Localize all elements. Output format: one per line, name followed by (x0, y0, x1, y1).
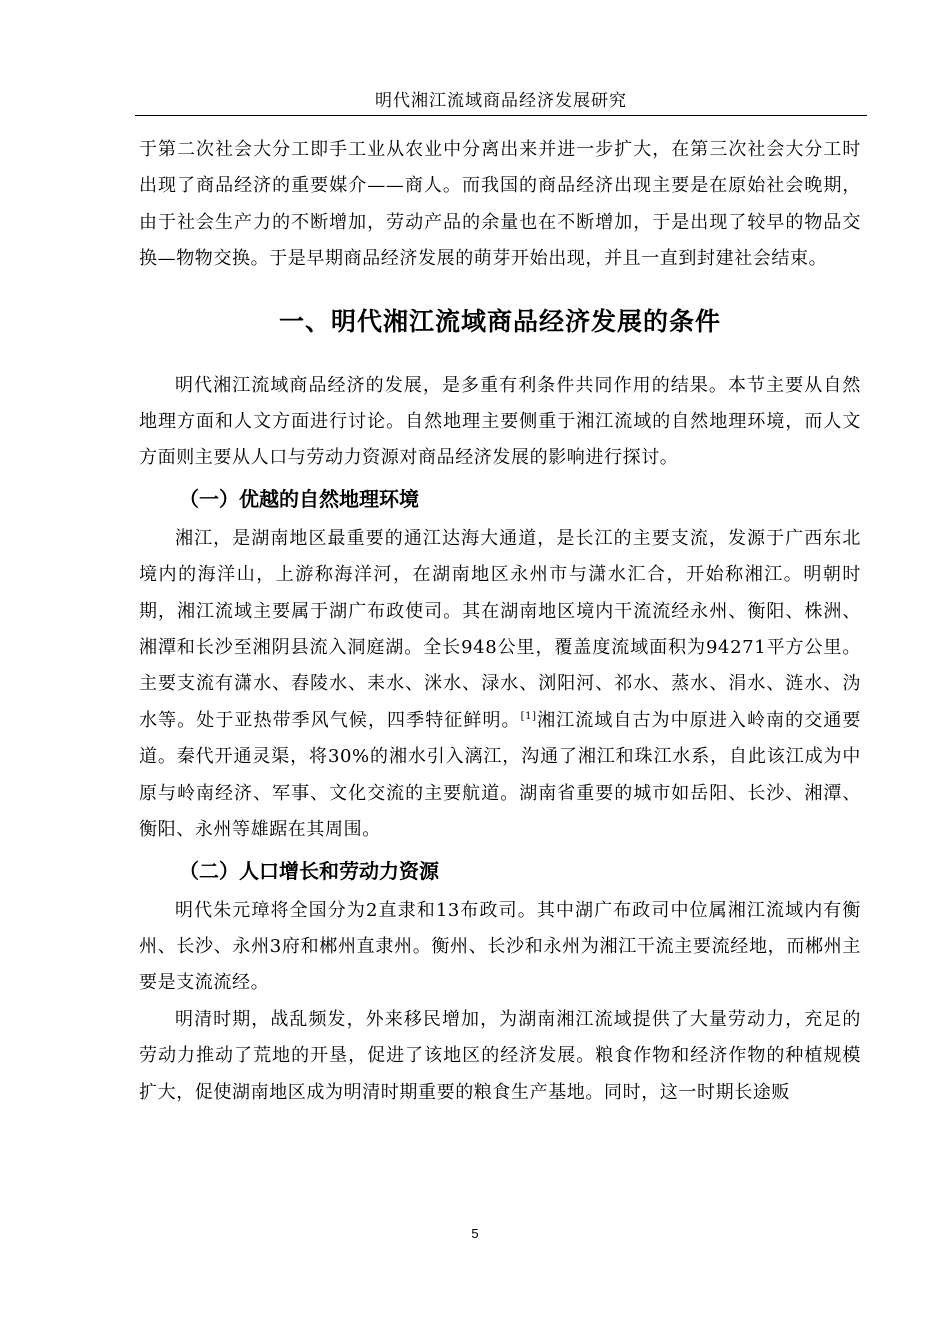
intro-paragraph: 于第二次社会大分工即手工业从农业中分离出来并进一步扩大，在第三次社会大分工时出现了商品经济的重要媒介——商人。而我国的商品经济出现主要是在原始社会晚期，由于社会生产力的不断增加，劳动产品的余量也在不断增加，于是出现了较早的物品交换—物物交换。于是早期商品经济发展的萌芽开始出现，并且一直到封建社会结束。 (139, 139, 861, 270)
subsection-heading-population: （二）人口增长和劳动力资源 (179, 858, 439, 883)
section-heading: 一、明代湘江流域商品经济发展的条件 (278, 306, 721, 336)
citation-ref[interactable]: [1] (520, 710, 537, 722)
geography-text-part1: 湘江，是湖南地区最重要的通江达海大通道，是长江的主要支流，发源于广西东北境内的海洋山，上游称海洋河，在湖南地区永州市与潇水汇合，开始称湘江。明朝时期，湘江流域主要属于湖广布政使司。其在湖南地区境内干流流经永州、衡阳、株洲、湘潭和长沙至湘阴县流入洞庭湖。全长948公里，覆盖度流域面积为94271平方公里。主要支流有潇水、舂陵水、耒水、洣水、渌水、浏阳河、祁水、蒸水、涓水、涟水、沩水等。处于亚热带季风气候，四季特征鲜明。 (139, 527, 861, 731)
geography-paragraph (139, 521, 861, 849)
population-paragraph-2: 明清时期，战乱频发，外来移民增加，为湖南湘江流域提供了大量劳动力，充足的劳动力推动了荒地的开垦，促进了该地区的经济发展。粮食作物和经济作物的种植规模扩大，促使湖南地区成为明清时期重要的粮食生产基地。同时，这一时期长途贩 (139, 1008, 861, 1103)
header-divider (135, 115, 867, 116)
running-header: 明代湘江流域商品经济发展研究 (375, 91, 627, 111)
population-paragraph-1: 明代朱元璋将全国分为2直隶和13布政司。其中湖广布政司中位属湘江流域内有衡州、长沙、永州3府和郴州直隶州。衡州、长沙和永州为湘江干流主要流经地，而郴州主要是支流流经。 (139, 899, 861, 994)
page-number: 5 (471, 1226, 479, 1241)
section-intro-paragraph: 明代湘江流域商品经济的发展，是多重有利条件共同作用的结果。本节主要从自然地理方面和人文方面进行讨论。自然地理主要侧重于湘江流域的自然地理环境，而人文方面则主要从人口与劳动力资源对商品经济发展的影响进行探讨。 (139, 374, 861, 469)
subsection-heading-geography: （一）优越的自然地理环境 (179, 486, 419, 511)
page-body (139, 132, 861, 1111)
geography-text-part2: 湘江流域自古为中原进入岭南的交通要道。秦代开通灵渠，将30%的湘水引入漓江，沟通了湘江和珠江水系，自此该江成为中原与岭南经济、军事、文化交流的主要航道。湖南省重要的城市如岳阳、长沙、湘潭、衡阳、永州等雄踞在其周围。 (139, 709, 861, 841)
